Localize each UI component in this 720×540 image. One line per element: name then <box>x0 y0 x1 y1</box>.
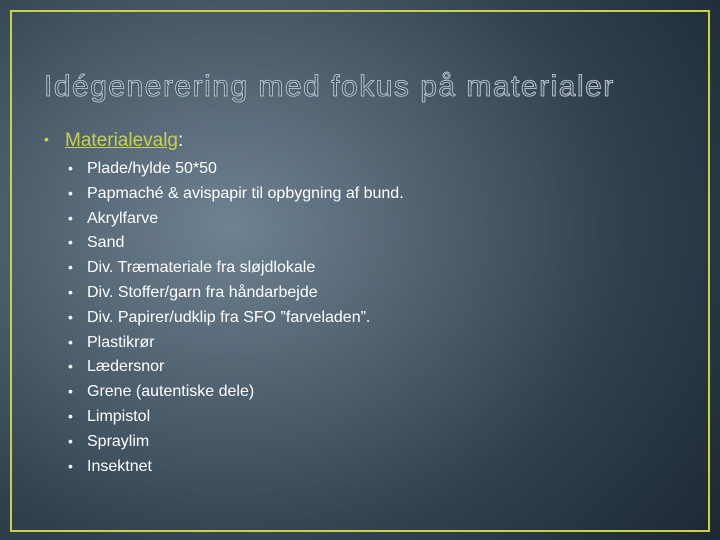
bullet-icon: • <box>68 234 73 251</box>
list-item <box>68 379 404 404</box>
list-item <box>68 206 404 231</box>
bullet-icon: • <box>68 457 73 474</box>
bullet-icon: • <box>68 333 73 350</box>
list-item <box>68 429 404 454</box>
bullet-icon: • <box>44 131 49 147</box>
list-item-text: Grene (autentiske dele) <box>87 383 255 401</box>
list-item-text: Div. Træmateriale fra sløjdlokale <box>87 259 316 277</box>
bullet-icon: • <box>68 407 73 424</box>
bullet-icon: • <box>68 259 73 276</box>
list-item <box>68 454 404 479</box>
bullet-icon: • <box>68 283 73 300</box>
list-item <box>68 181 404 206</box>
bullet-icon: • <box>68 358 73 375</box>
list-item <box>68 230 404 255</box>
list-item-text: Plastikrør <box>87 333 155 351</box>
list-item-text: Plade/hylde 50*50 <box>87 160 217 177</box>
list-item-text: Papmaché & avispapir til opbygning af bund. <box>87 184 404 202</box>
bullet-icon: • <box>68 184 73 201</box>
materialevalg-link[interactable]: Materialevalg <box>65 130 178 151</box>
main-bullet-suffix: : <box>178 130 184 151</box>
main-bullet <box>44 130 183 152</box>
list-item-text: Sand <box>87 234 125 252</box>
materials-list <box>68 156 404 478</box>
list-item <box>68 255 404 280</box>
list-item <box>68 280 404 305</box>
list-item <box>68 305 404 330</box>
list-item <box>68 404 404 429</box>
bullet-icon: • <box>68 432 73 449</box>
bullet-icon: • <box>68 308 73 325</box>
bullet-icon: • <box>68 209 73 226</box>
list-item-text: Limpistol <box>87 407 151 425</box>
list-item-text: Div. Papirer/udklip fra SFO ”farveladen”. <box>87 308 371 326</box>
slide-title: Idégenerering med fokus på materialer <box>44 70 615 103</box>
list-item-text: Spraylim <box>87 432 150 450</box>
list-item-text: Insektnet <box>87 457 152 475</box>
list-item <box>68 330 404 355</box>
bullet-icon: • <box>68 383 73 400</box>
bullet-icon: • <box>68 160 73 176</box>
list-item-text: Div. Stoffer/garn fra håndarbejde <box>87 283 318 301</box>
list-item <box>68 354 404 379</box>
list-item-text: Lædersnor <box>87 358 165 376</box>
list-item-text: Akrylfarve <box>87 209 159 227</box>
list-item <box>68 156 404 181</box>
